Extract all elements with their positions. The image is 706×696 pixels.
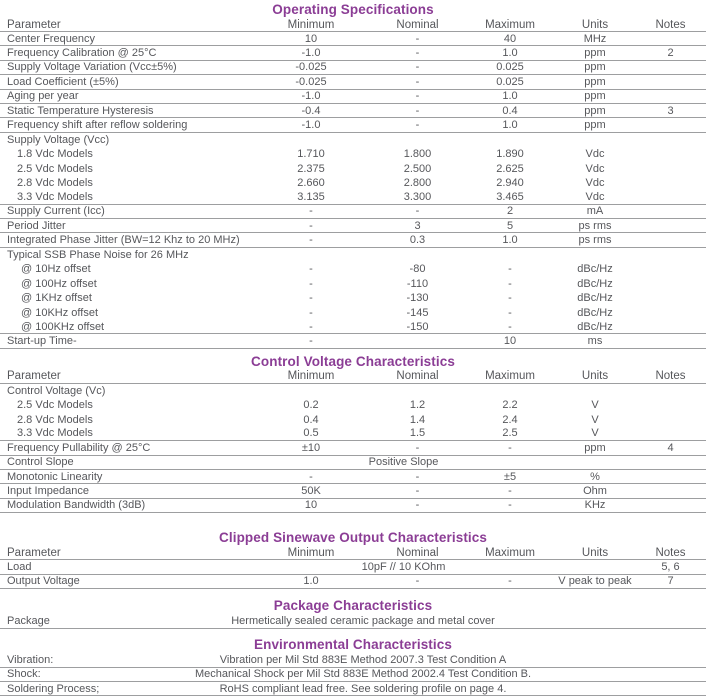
nom-cell: 2.500 bbox=[403, 162, 432, 175]
units-cell: ppm bbox=[584, 61, 606, 74]
max-cell: - bbox=[508, 263, 512, 276]
nom-cell: - bbox=[415, 205, 420, 218]
nom-cell: - bbox=[415, 104, 420, 117]
param-cell: Supply Current (Icc) bbox=[7, 205, 105, 218]
min-cell: 10 bbox=[304, 32, 318, 45]
units-cell: Vdc bbox=[585, 162, 605, 175]
section-control-voltage bbox=[0, 354, 706, 514]
max-cell: 2 bbox=[506, 205, 514, 218]
param-cell: 2.5 Vdc Models bbox=[17, 399, 93, 412]
nom-cell: - bbox=[415, 90, 420, 103]
row-value: Hermetically sealed ceramic package and metal cover bbox=[231, 615, 495, 628]
table-row bbox=[0, 499, 706, 513]
nom-cell: 1.2 bbox=[409, 399, 426, 412]
param-cell: 2.8 Vdc Models bbox=[17, 413, 93, 426]
column-header-min: Minimum bbox=[287, 18, 335, 31]
table-row bbox=[0, 560, 706, 574]
param-cell: Frequency Calibration @ 25°C bbox=[7, 47, 157, 60]
column-header-min: Minimum bbox=[287, 546, 335, 559]
table-row bbox=[0, 668, 706, 682]
param-cell: Control Slope bbox=[7, 456, 74, 469]
max-cell: ±5 bbox=[503, 470, 517, 483]
units-cell: V bbox=[591, 413, 599, 426]
row-label: Shock: bbox=[7, 668, 41, 681]
table-row bbox=[0, 653, 706, 667]
span-value-cell: Positive Slope bbox=[368, 456, 439, 469]
row-value: Vibration per Mil Std 883E Method 2007.3 Test Condition A bbox=[219, 654, 507, 667]
param-cell: @ 1KHz offset bbox=[21, 292, 92, 305]
param-cell: 2.8 Vdc Models bbox=[17, 177, 93, 190]
nom-cell: - bbox=[415, 441, 420, 454]
section-clipped-sinewave bbox=[0, 530, 706, 589]
param-cell: @ 10KHz offset bbox=[21, 306, 98, 319]
max-cell: - bbox=[508, 499, 512, 512]
units-cell: dBc/Hz bbox=[577, 277, 613, 290]
notes-cell: 2 bbox=[667, 47, 674, 60]
param-cell: Monotonic Linearity bbox=[7, 470, 103, 483]
table-row bbox=[0, 262, 706, 276]
nom-cell: - bbox=[415, 485, 420, 498]
min-cell: 0.4 bbox=[303, 413, 319, 426]
min-cell: - bbox=[309, 219, 313, 232]
nom-cell: - bbox=[415, 499, 420, 512]
param-cell: Typical SSB Phase Noise for 26 MHz bbox=[7, 249, 189, 262]
column-header-nom: Nominal bbox=[396, 546, 439, 559]
min-cell: 10 bbox=[304, 499, 318, 512]
table-row bbox=[0, 277, 706, 291]
column-header-max: Maximum bbox=[485, 18, 535, 31]
table-row bbox=[0, 104, 706, 118]
table-row bbox=[0, 118, 706, 132]
section-environmental bbox=[0, 637, 706, 696]
param-cell: @ 100Hz offset bbox=[21, 277, 97, 290]
table-row bbox=[0, 90, 706, 104]
max-cell: 0.025 bbox=[496, 75, 524, 88]
column-header-param: Parameter bbox=[7, 370, 61, 383]
min-cell: -1.0 bbox=[301, 119, 321, 132]
section-title: Control Voltage Characteristics bbox=[251, 353, 455, 369]
table-row bbox=[0, 682, 706, 696]
nom-cell: - bbox=[415, 575, 420, 588]
table-row bbox=[0, 470, 706, 484]
column-header-min: Minimum bbox=[287, 370, 335, 383]
param-cell: Input Impedance bbox=[7, 485, 89, 498]
table-row bbox=[0, 614, 706, 630]
param-cell: Center Frequency bbox=[7, 32, 96, 45]
datasheet-page bbox=[0, 2, 706, 696]
units-cell: ps rms bbox=[578, 219, 612, 232]
units-cell: V peak to peak bbox=[558, 575, 632, 588]
section-title: Operating Specifications bbox=[272, 2, 434, 17]
column-header-row bbox=[0, 18, 706, 32]
max-cell: 10 bbox=[503, 334, 517, 347]
nom-cell: -80 bbox=[409, 263, 426, 276]
param-cell: Period Jitter bbox=[7, 219, 66, 232]
table-row bbox=[0, 46, 706, 60]
table-row bbox=[0, 248, 706, 262]
nom-cell: - bbox=[415, 470, 420, 483]
table-row bbox=[0, 320, 706, 334]
nom-cell: -150 bbox=[406, 320, 429, 333]
span-value-cell: 10pF // 10 KOhm bbox=[361, 560, 446, 573]
max-cell: 2.625 bbox=[496, 162, 524, 175]
units-cell: ppm bbox=[584, 441, 606, 454]
section-package bbox=[0, 598, 706, 630]
param-cell: Integrated Phase Jitter (BW=12 Khz to 20 MHz) bbox=[7, 234, 240, 247]
max-cell: 2.940 bbox=[496, 177, 524, 190]
param-cell: Load bbox=[7, 560, 32, 573]
max-cell: 1.0 bbox=[502, 234, 518, 247]
max-cell: 2.2 bbox=[502, 399, 518, 412]
max-cell: - bbox=[508, 320, 512, 333]
units-cell: Vdc bbox=[585, 148, 605, 161]
units-cell: MHz bbox=[583, 32, 607, 45]
min-cell: 3.135 bbox=[297, 190, 325, 203]
units-cell: ps rms bbox=[578, 234, 612, 247]
max-cell: 0.025 bbox=[496, 61, 524, 74]
nom-cell: - bbox=[415, 119, 420, 132]
min-cell: - bbox=[309, 277, 313, 290]
param-cell: Control Voltage (Vc) bbox=[7, 384, 106, 397]
param-cell: Start-up Time- bbox=[7, 334, 77, 347]
nom-cell: - bbox=[415, 47, 420, 60]
min-cell: - bbox=[309, 334, 313, 347]
max-cell: 3.465 bbox=[496, 190, 524, 203]
column-header-param: Parameter bbox=[7, 546, 61, 559]
units-cell: dBc/Hz bbox=[577, 320, 613, 333]
nom-cell: 1.800 bbox=[403, 148, 432, 161]
max-cell: 1.0 bbox=[502, 119, 518, 132]
notes-cell: 7 bbox=[667, 575, 674, 588]
table-row bbox=[0, 412, 706, 426]
nom-cell: - bbox=[415, 75, 420, 88]
notes-cell: 3 bbox=[667, 104, 674, 117]
min-cell: 0.5 bbox=[303, 427, 319, 440]
units-cell: Vdc bbox=[585, 177, 605, 190]
param-cell: Modulation Bandwidth (3dB) bbox=[7, 499, 146, 512]
nom-cell: 3.300 bbox=[403, 190, 432, 203]
param-cell: Output Voltage bbox=[7, 575, 80, 588]
units-cell: ppm bbox=[584, 104, 606, 117]
column-header-units: Units bbox=[581, 18, 609, 31]
column-header-param: Parameter bbox=[7, 18, 61, 31]
table-row bbox=[0, 384, 706, 398]
table-row bbox=[0, 398, 706, 412]
nom-cell: 2.800 bbox=[403, 177, 432, 190]
max-cell: - bbox=[508, 292, 512, 305]
notes-cell: 5, 6 bbox=[661, 560, 680, 573]
nom-cell: -110 bbox=[406, 277, 429, 290]
column-header-row bbox=[0, 370, 706, 384]
max-cell: 5 bbox=[506, 219, 514, 232]
min-cell: 2.375 bbox=[297, 162, 325, 175]
param-cell: 1.8 Vdc Models bbox=[17, 148, 93, 161]
max-cell: 40 bbox=[503, 32, 517, 45]
max-cell: - bbox=[508, 575, 512, 588]
min-cell: ±10 bbox=[301, 441, 321, 454]
column-header-notes: Notes bbox=[655, 370, 686, 383]
nom-cell: 0.3 bbox=[409, 234, 426, 247]
param-cell: Static Temperature Hysteresis bbox=[7, 104, 154, 117]
table-row bbox=[0, 147, 706, 161]
table-row bbox=[0, 334, 706, 348]
row-label: Package bbox=[7, 615, 50, 628]
table-row bbox=[0, 484, 706, 498]
max-cell: - bbox=[508, 306, 512, 319]
param-cell: Frequency shift after reflow soldering bbox=[7, 119, 188, 132]
min-cell: 50K bbox=[301, 485, 321, 498]
max-cell: 2.5 bbox=[502, 427, 518, 440]
max-cell: 2.4 bbox=[502, 413, 518, 426]
units-cell: ppm bbox=[584, 47, 606, 60]
nom-cell: -130 bbox=[406, 292, 429, 305]
min-cell: - bbox=[309, 205, 313, 218]
section-title: Clipped Sinewave Output Characteristics bbox=[219, 530, 487, 546]
nom-cell: 3 bbox=[414, 219, 421, 232]
column-header-notes: Notes bbox=[655, 546, 686, 559]
min-cell: - bbox=[309, 234, 313, 247]
table-row bbox=[0, 61, 706, 75]
param-cell: Supply Voltage (Vcc) bbox=[7, 133, 110, 146]
table-row bbox=[0, 441, 706, 455]
table-row bbox=[0, 575, 706, 589]
min-cell: - bbox=[309, 320, 313, 333]
units-cell: dBc/Hz bbox=[577, 263, 613, 276]
param-cell: 3.3 Vdc Models bbox=[17, 190, 93, 203]
param-cell: Aging per year bbox=[7, 90, 79, 103]
min-cell: - bbox=[309, 470, 313, 483]
max-cell: - bbox=[508, 277, 512, 290]
param-cell: @ 100KHz offset bbox=[21, 320, 105, 333]
min-cell: -0.025 bbox=[295, 75, 327, 88]
max-cell: 1.0 bbox=[502, 90, 518, 103]
min-cell: -1.0 bbox=[301, 90, 321, 103]
nom-cell: - bbox=[415, 61, 420, 74]
units-cell: Ohm bbox=[583, 485, 607, 498]
param-cell: Load Coefficient (±5%) bbox=[7, 75, 119, 88]
units-cell: V bbox=[591, 427, 599, 440]
max-cell: 1.0 bbox=[502, 47, 518, 60]
param-cell: Supply Voltage Variation (Vcc±5%) bbox=[7, 61, 177, 74]
row-value: Mechanical Shock per Mil Std 883E Method 2002.4 Test Condition B. bbox=[194, 668, 532, 681]
min-cell: 1.0 bbox=[303, 575, 319, 588]
units-cell: ppm bbox=[584, 90, 606, 103]
units-cell: ms bbox=[587, 334, 603, 347]
min-cell: 2.660 bbox=[297, 177, 325, 190]
max-cell: 0.4 bbox=[502, 104, 518, 117]
units-cell: KHz bbox=[584, 499, 606, 512]
nom-cell: -145 bbox=[406, 306, 429, 319]
table-row bbox=[0, 75, 706, 89]
units-cell: ppm bbox=[584, 119, 606, 132]
table-row bbox=[0, 233, 706, 247]
min-cell: 0.2 bbox=[303, 399, 319, 412]
table-row bbox=[0, 305, 706, 319]
column-header-row bbox=[0, 546, 706, 560]
section-title: Environmental Characteristics bbox=[254, 637, 452, 653]
row-label: Soldering Process; bbox=[7, 682, 100, 695]
table-row bbox=[0, 219, 706, 233]
column-header-units: Units bbox=[581, 370, 609, 383]
units-cell: dBc/Hz bbox=[577, 306, 613, 319]
notes-cell: 4 bbox=[667, 441, 674, 454]
units-cell: ppm bbox=[584, 75, 606, 88]
row-label: Vibration: bbox=[7, 654, 54, 667]
table-row bbox=[0, 205, 706, 219]
min-cell: - bbox=[309, 306, 313, 319]
param-cell: 2.5 Vdc Models bbox=[17, 162, 93, 175]
param-cell: @ 10Hz offset bbox=[21, 263, 91, 276]
max-cell: - bbox=[508, 485, 512, 498]
min-cell: 1.710 bbox=[297, 148, 325, 161]
column-header-max: Maximum bbox=[485, 370, 535, 383]
units-cell: % bbox=[590, 470, 600, 483]
row-value: RoHS compliant lead free. See soldering profile on page 4. bbox=[219, 682, 507, 695]
param-cell: Frequency Pullability @ 25°C bbox=[7, 441, 151, 454]
nom-cell: 1.5 bbox=[409, 427, 426, 440]
units-cell: V bbox=[591, 399, 599, 412]
table-row bbox=[0, 427, 706, 441]
units-cell: Vdc bbox=[585, 190, 605, 203]
table-row bbox=[0, 456, 706, 470]
max-cell: - bbox=[508, 441, 512, 454]
table-row bbox=[0, 291, 706, 305]
min-cell: - bbox=[309, 292, 313, 305]
nom-cell: 1.4 bbox=[409, 413, 426, 426]
table-row bbox=[0, 133, 706, 147]
column-header-nom: Nominal bbox=[396, 18, 439, 31]
units-cell: dBc/Hz bbox=[577, 292, 613, 305]
column-header-nom: Nominal bbox=[396, 370, 439, 383]
min-cell: -0.025 bbox=[295, 61, 327, 74]
table-row bbox=[0, 32, 706, 46]
table-row bbox=[0, 190, 706, 204]
min-cell: -0.4 bbox=[301, 104, 321, 117]
column-header-units: Units bbox=[581, 546, 609, 559]
section-title: Package Characteristics bbox=[273, 597, 433, 613]
min-cell: -1.0 bbox=[301, 47, 321, 60]
units-cell: mA bbox=[586, 205, 604, 218]
table-row bbox=[0, 162, 706, 176]
param-cell: 3.3 Vdc Models bbox=[17, 427, 93, 440]
section-operating bbox=[0, 2, 706, 349]
min-cell: - bbox=[309, 263, 313, 276]
nom-cell: - bbox=[415, 32, 420, 45]
column-header-max: Maximum bbox=[485, 546, 535, 559]
max-cell: 1.890 bbox=[496, 148, 524, 161]
table-row bbox=[0, 176, 706, 190]
column-header-notes: Notes bbox=[655, 18, 686, 31]
